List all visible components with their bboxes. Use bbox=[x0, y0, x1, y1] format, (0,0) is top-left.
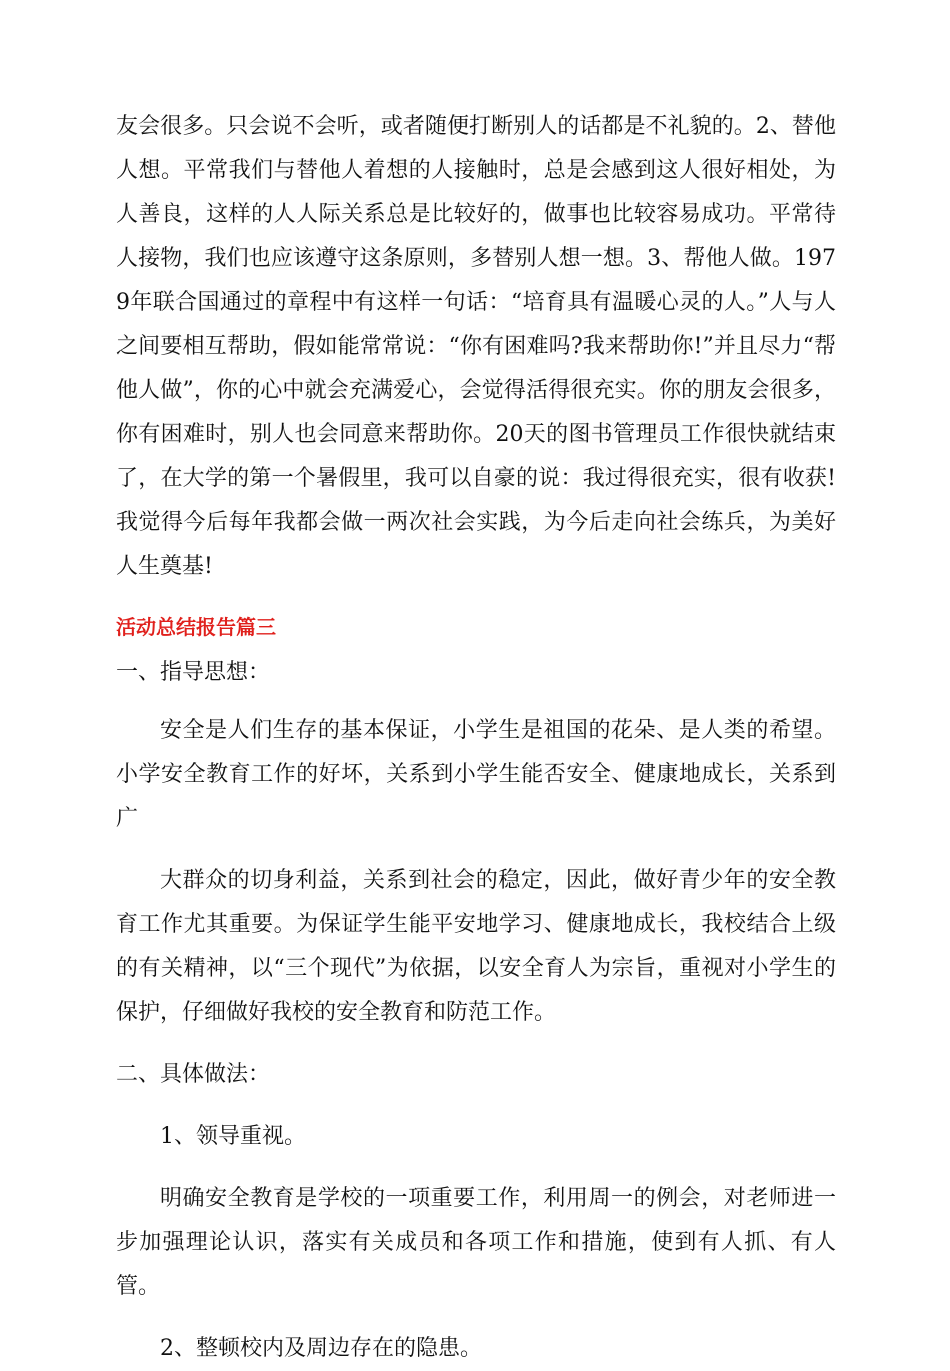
document-page bbox=[116, 105, 836, 1371]
paragraph-safety-education: 大群众的切身利益，关系到社会的稳定，因此，做好青少年的安全教育工作尤其重要。为保证学生能平安地学习、健康地成长，我校结合上级的有关精神，以“三个现代”为依据，以安全育人为宗旨，重视对小学生的保护，仔细做好我校的安全教育和防范工作。 bbox=[116, 868, 836, 1025]
paragraph-leadership-detail: 明确安全教育是学校的一项重要工作，利用周一的例会，对老师进一步加强理论认识，落实有关成员和各项工作和措施，使到有人抓、有人管。 bbox=[116, 1186, 836, 1299]
section-heading: 活动总结报告篇三 bbox=[116, 615, 276, 639]
paragraph-intro: 友会很多。只会说不会听，或者随便打断别人的话都是不礼貌的。2、替他人想。平常我们与替他人着想的人接触时，总是会感到这人很好相处，为人善良，这样的人人际关系总是比较好的，做事也比较容易成功。平常待人接物，我们也应该遵守这条原则，多替别人想一想。3、帮他人做。1979年联合国通过的章程中有这样一句话：“培育具有温暖心灵的人。”人与人之间要相互帮助，假如能常常说：“你有困难吗?我来帮助你!”并且尽力“帮他人做”，你的心中就会充满爱心，会觉得活得很充实。你的朋友会很多，你有困难时，别人也会同意来帮助你。20天的图书管理员工作很快就结束了，在大学的第一个暑假里，我可以自豪的说：我过得很充实，很有收获!我觉得今后每年我都会做一两次社会实践，为今后走向社会练兵，为美好人生奠基! bbox=[116, 114, 836, 579]
paragraph-safety-basis: 安全是人们生存的基本保证，小学生是祖国的花朵、是人类的希望。小学安全教育工作的好坏，关系到小学生能否安全、健康地成长，关系到广 bbox=[116, 718, 836, 831]
paragraph-leadership: 1、领导重视。 bbox=[160, 1124, 306, 1149]
paragraph-rectify-hazards: 2、整顿校内及周边存在的隐患。 bbox=[160, 1336, 482, 1361]
paragraph-methods-title: 二、具体做法： bbox=[116, 1062, 271, 1087]
paragraph-guiding-thought-title: 一、指导思想： bbox=[116, 660, 271, 685]
